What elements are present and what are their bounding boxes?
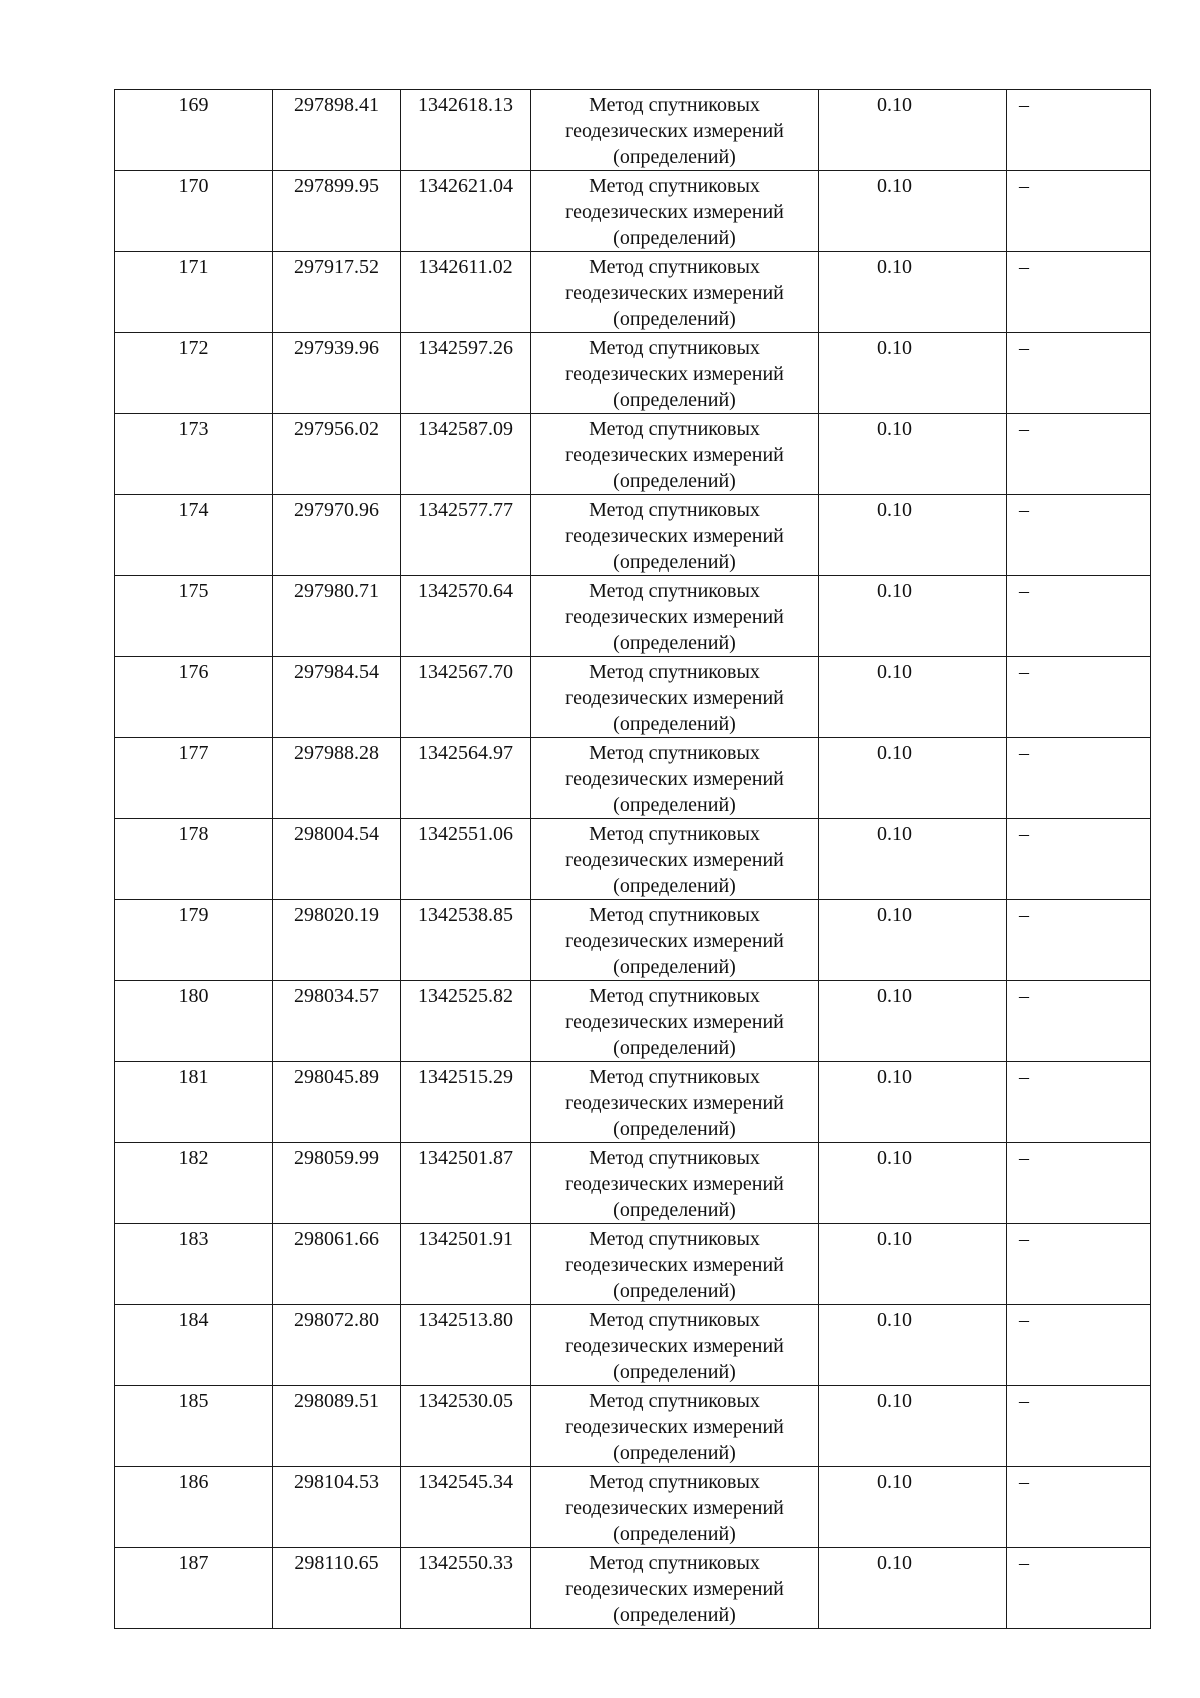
coordinate-y-cell: 1342570.64 <box>401 576 531 657</box>
note-cell: – <box>1007 252 1151 333</box>
coordinate-y-cell: 1342597.26 <box>401 333 531 414</box>
coordinate-x-cell: 298034.57 <box>273 981 401 1062</box>
note-cell: – <box>1007 1224 1151 1305</box>
point-number-cell: 185 <box>115 1386 273 1467</box>
method-cell: Метод спутниковых геодезических измерений (определений) <box>531 171 819 252</box>
coordinate-y-cell: 1342577.77 <box>401 495 531 576</box>
method-cell: Метод спутниковых геодезических измерений (определений) <box>531 1224 819 1305</box>
coordinate-y-cell: 1342545.34 <box>401 1467 531 1548</box>
point-number-cell: 171 <box>115 252 273 333</box>
note-cell: – <box>1007 90 1151 171</box>
coordinate-x-cell: 298110.65 <box>273 1548 401 1629</box>
method-cell: Метод спутниковых геодезических измерений (определений) <box>531 252 819 333</box>
note-cell: – <box>1007 576 1151 657</box>
method-cell: Метод спутниковых геодезических измерений (определений) <box>531 657 819 738</box>
note-cell: – <box>1007 171 1151 252</box>
method-cell: Метод спутниковых геодезических измерений (определений) <box>531 495 819 576</box>
note-cell: – <box>1007 1386 1151 1467</box>
point-number-cell: 179 <box>115 900 273 981</box>
accuracy-cell: 0.10 <box>819 1143 1007 1224</box>
note-cell: – <box>1007 900 1151 981</box>
point-number-cell: 178 <box>115 819 273 900</box>
table-row <box>115 1062 1151 1143</box>
coordinate-x-cell: 297980.71 <box>273 576 401 657</box>
note-cell: – <box>1007 1143 1151 1224</box>
method-cell: Метод спутниковых геодезических измерений (определений) <box>531 1305 819 1386</box>
method-cell: Метод спутниковых геодезических измерений (определений) <box>531 819 819 900</box>
accuracy-cell: 0.10 <box>819 738 1007 819</box>
coordinates-table-body <box>115 90 1151 1629</box>
coordinate-y-cell: 1342564.97 <box>401 738 531 819</box>
accuracy-cell: 0.10 <box>819 495 1007 576</box>
coordinate-y-cell: 1342538.85 <box>401 900 531 981</box>
accuracy-cell: 0.10 <box>819 657 1007 738</box>
method-cell: Метод спутниковых геодезических измерений (определений) <box>531 1143 819 1224</box>
coordinates-table <box>114 89 1151 1629</box>
note-cell: – <box>1007 1548 1151 1629</box>
point-number-cell: 175 <box>115 576 273 657</box>
method-cell: Метод спутниковых геодезических измерений (определений) <box>531 900 819 981</box>
point-number-cell: 174 <box>115 495 273 576</box>
table-row <box>115 495 1151 576</box>
note-cell: – <box>1007 738 1151 819</box>
coordinate-x-cell: 297939.96 <box>273 333 401 414</box>
point-number-cell: 172 <box>115 333 273 414</box>
coordinate-y-cell: 1342530.05 <box>401 1386 531 1467</box>
accuracy-cell: 0.10 <box>819 90 1007 171</box>
coordinate-x-cell: 297899.95 <box>273 171 401 252</box>
coordinate-x-cell: 297956.02 <box>273 414 401 495</box>
accuracy-cell: 0.10 <box>819 1548 1007 1629</box>
accuracy-cell: 0.10 <box>819 900 1007 981</box>
table-row <box>115 738 1151 819</box>
accuracy-cell: 0.10 <box>819 252 1007 333</box>
table-row <box>115 333 1151 414</box>
method-cell: Метод спутниковых геодезических измерений (определений) <box>531 576 819 657</box>
coordinate-y-cell: 1342621.04 <box>401 171 531 252</box>
method-cell: Метод спутниковых геодезических измерений (определений) <box>531 738 819 819</box>
accuracy-cell: 0.10 <box>819 414 1007 495</box>
point-number-cell: 176 <box>115 657 273 738</box>
table-row <box>115 252 1151 333</box>
point-number-cell: 186 <box>115 1467 273 1548</box>
accuracy-cell: 0.10 <box>819 1062 1007 1143</box>
accuracy-cell: 0.10 <box>819 1386 1007 1467</box>
coordinate-x-cell: 298089.51 <box>273 1386 401 1467</box>
coordinate-y-cell: 1342587.09 <box>401 414 531 495</box>
coordinate-x-cell: 297898.41 <box>273 90 401 171</box>
coordinate-x-cell: 297970.96 <box>273 495 401 576</box>
coordinate-y-cell: 1342501.91 <box>401 1224 531 1305</box>
table-row <box>115 1386 1151 1467</box>
coordinate-x-cell: 297917.52 <box>273 252 401 333</box>
table-row <box>115 900 1151 981</box>
table-row <box>115 1224 1151 1305</box>
method-cell: Метод спутниковых геодезических измерений (определений) <box>531 1386 819 1467</box>
point-number-cell: 170 <box>115 171 273 252</box>
note-cell: – <box>1007 1062 1151 1143</box>
note-cell: – <box>1007 1467 1151 1548</box>
coordinate-y-cell: 1342611.02 <box>401 252 531 333</box>
coordinate-x-cell: 297988.28 <box>273 738 401 819</box>
table-row <box>115 576 1151 657</box>
point-number-cell: 182 <box>115 1143 273 1224</box>
method-cell: Метод спутниковых геодезических измерений (определений) <box>531 1548 819 1629</box>
coordinate-y-cell: 1342525.82 <box>401 981 531 1062</box>
coordinate-x-cell: 298104.53 <box>273 1467 401 1548</box>
table-row <box>115 414 1151 495</box>
accuracy-cell: 0.10 <box>819 1224 1007 1305</box>
coordinate-x-cell: 298004.54 <box>273 819 401 900</box>
coordinate-y-cell: 1342550.33 <box>401 1548 531 1629</box>
coordinate-x-cell: 298059.99 <box>273 1143 401 1224</box>
coordinate-x-cell: 298045.89 <box>273 1062 401 1143</box>
method-cell: Метод спутниковых геодезических измерений (определений) <box>531 333 819 414</box>
coordinate-y-cell: 1342513.80 <box>401 1305 531 1386</box>
point-number-cell: 187 <box>115 1548 273 1629</box>
method-cell: Метод спутниковых геодезических измерений (определений) <box>531 981 819 1062</box>
table-row <box>115 90 1151 171</box>
note-cell: – <box>1007 657 1151 738</box>
accuracy-cell: 0.10 <box>819 576 1007 657</box>
coordinate-x-cell: 298072.80 <box>273 1305 401 1386</box>
coordinate-y-cell: 1342618.13 <box>401 90 531 171</box>
method-cell: Метод спутниковых геодезических измерений (определений) <box>531 1467 819 1548</box>
accuracy-cell: 0.10 <box>819 819 1007 900</box>
note-cell: – <box>1007 495 1151 576</box>
table-row <box>115 657 1151 738</box>
point-number-cell: 173 <box>115 414 273 495</box>
table-row <box>115 1143 1151 1224</box>
method-cell: Метод спутниковых геодезических измерений (определений) <box>531 414 819 495</box>
point-number-cell: 183 <box>115 1224 273 1305</box>
note-cell: – <box>1007 819 1151 900</box>
point-number-cell: 169 <box>115 90 273 171</box>
table-row <box>115 1305 1151 1386</box>
note-cell: – <box>1007 333 1151 414</box>
coordinate-x-cell: 298020.19 <box>273 900 401 981</box>
coordinate-y-cell: 1342501.87 <box>401 1143 531 1224</box>
coordinate-x-cell: 298061.66 <box>273 1224 401 1305</box>
table-row <box>115 171 1151 252</box>
accuracy-cell: 0.10 <box>819 1305 1007 1386</box>
note-cell: – <box>1007 981 1151 1062</box>
point-number-cell: 180 <box>115 981 273 1062</box>
accuracy-cell: 0.10 <box>819 333 1007 414</box>
accuracy-cell: 0.10 <box>819 1467 1007 1548</box>
point-number-cell: 177 <box>115 738 273 819</box>
table-row <box>115 981 1151 1062</box>
table-row <box>115 1548 1151 1629</box>
coordinate-y-cell: 1342551.06 <box>401 819 531 900</box>
table-row <box>115 819 1151 900</box>
method-cell: Метод спутниковых геодезических измерений (определений) <box>531 1062 819 1143</box>
method-cell: Метод спутниковых геодезических измерений (определений) <box>531 90 819 171</box>
accuracy-cell: 0.10 <box>819 171 1007 252</box>
point-number-cell: 181 <box>115 1062 273 1143</box>
point-number-cell: 184 <box>115 1305 273 1386</box>
coordinate-x-cell: 297984.54 <box>273 657 401 738</box>
coordinate-y-cell: 1342515.29 <box>401 1062 531 1143</box>
table-row <box>115 1467 1151 1548</box>
coordinate-y-cell: 1342567.70 <box>401 657 531 738</box>
note-cell: – <box>1007 414 1151 495</box>
note-cell: – <box>1007 1305 1151 1386</box>
accuracy-cell: 0.10 <box>819 981 1007 1062</box>
